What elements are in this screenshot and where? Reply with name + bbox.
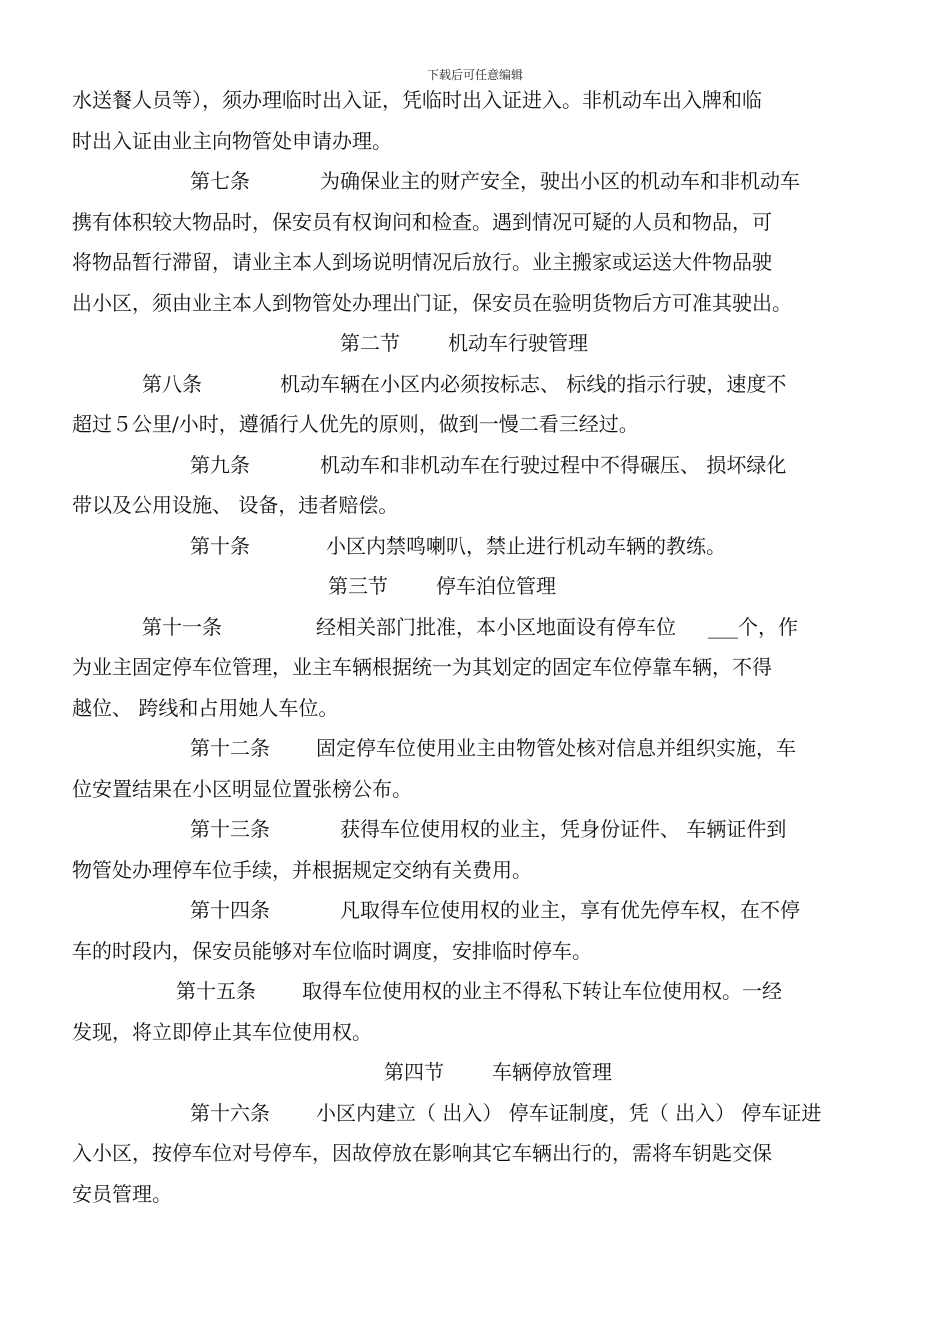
text-line: 水送餐人员等），须办理临时出入证，凭临时出入证进入。非机动车出入牌和临 (72, 88, 762, 112)
article-text: 为确保业主的财产安全，驶出小区的机动车和非机动车 (320, 169, 800, 193)
text-line: 发现，将立即停止其车位使用权。 (72, 1019, 372, 1044)
article-label: 第十二条 (190, 736, 270, 760)
article-text: 取得车位使用权的业主不得私下转让车位使用权。一经 (302, 979, 782, 1003)
article-label: 第十四条 (190, 898, 270, 922)
section-label: 第四节 (384, 1060, 444, 1084)
article-text: 获得车位使用权的业主，凭身份证件、 车辆证件到 (340, 817, 787, 841)
article-text: 机动车辆在小区内必须按标志、 标线的指示行驶，速度不 (280, 371, 787, 396)
article-text: 经相关部门批准，本小区地面设有停车位 (316, 614, 676, 639)
text-line: 越位、 跨线和占用她人车位。 (72, 695, 339, 720)
text-line: 为业主固定停车位管理，业主车辆根据统一为其划定的固定车位停靠车辆，不得 (72, 655, 772, 679)
article-label: 第十一条 (142, 614, 222, 639)
text-line: 车的时段内，保安员能够对车位临时调度，安排临时停车。 (72, 938, 592, 963)
section-heading (72, 1052, 887, 1093)
article-label: 第十条 (190, 533, 250, 558)
text-line: 时出入证由业主向物管处申请办理。 (72, 128, 392, 153)
article-text: 小区内建立（ 出入） 停车证制度，凭（ 出入） 停车证进 (316, 1100, 822, 1125)
section-title: 车辆停放管理 (492, 1060, 612, 1084)
text-line: 入小区，按停车位对号停车，因故停放在影响其它车辆出行的，需将车钥匙交保 (72, 1141, 772, 1165)
section-label: 第二节 (340, 331, 400, 355)
article-label: 第八条 (142, 371, 202, 396)
article-16 (72, 1093, 887, 1134)
text-line: 带以及公用设施、 设备，违者赔偿。 (72, 493, 399, 517)
article-label: 第十五条 (176, 979, 256, 1003)
article-label: 第七条 (190, 169, 250, 193)
text-line: 携有体积较大物品时，保安员有权询问和检查。遇到情况可疑的人员和物品，可 (72, 209, 772, 234)
article-text: 小区内禁鸣喇叭，禁止进行机动车辆的教练。 (326, 533, 726, 558)
article-11 (72, 607, 887, 648)
section-heading (72, 566, 887, 607)
section-heading (72, 323, 887, 364)
article-10 (72, 526, 887, 567)
section-title: 机动车行驶管理 (448, 331, 588, 355)
section-title: 停车泊位管理 (436, 574, 556, 598)
article-12 (72, 728, 887, 769)
text-line: 超过５公里/小时，遵循行人优先的原则，做到一慢二看三经过。 (72, 412, 639, 436)
article-text: 凡取得车位使用权的业主，享有优先停车权，在不停 (340, 898, 800, 922)
article-label: 第九条 (190, 452, 250, 477)
article-13 (72, 809, 887, 850)
article-label: 第十三条 (190, 817, 270, 841)
text-line: 物管处办理停车位手续，并根据规定交纳有关费用。 (72, 857, 532, 882)
article-8 (72, 364, 887, 405)
text-line: 安员管理。 (72, 1181, 172, 1206)
text-line: 出小区，须由业主本人到物管处办理出门证，保安员在验明货物后方可准其驶出。 (72, 290, 792, 315)
text-line: 位安置结果在小区明显位置张榜公布。 (72, 776, 412, 801)
article-14 (72, 890, 887, 931)
document-body (72, 80, 887, 1214)
article-15 (72, 971, 887, 1012)
article-7 (72, 161, 887, 202)
section-label: 第三节 (328, 574, 388, 598)
article-label: 第十六条 (190, 1100, 270, 1125)
article-9 (72, 445, 887, 486)
text-line: 将物品暂行滞留，请业主本人到场说明情况后放行。业主搬家或运送大件物品驶 (72, 250, 772, 274)
page-header: 下载后可任意编辑 (426, 68, 523, 82)
article-text: 机动车和非机动车在行驶过程中不得碾压、 损坏绿化 (320, 452, 787, 477)
article-text: 固定停车位使用业主由物管处核对信息并组织实施，车 (316, 736, 796, 760)
blank-count-field: ___个，作 (708, 614, 798, 639)
